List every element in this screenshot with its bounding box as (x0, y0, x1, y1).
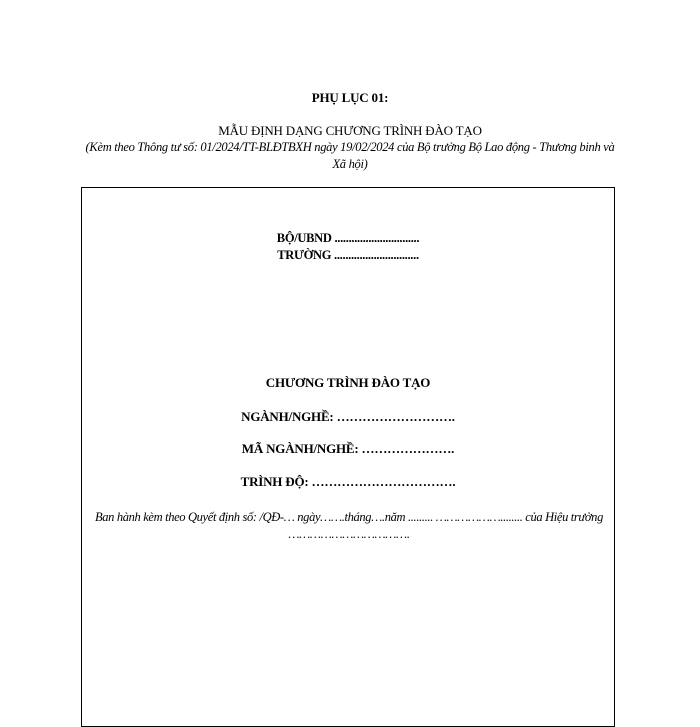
annex-title: PHỤ LỤC 01: (311, 90, 389, 105)
issuing-authority-block (82, 230, 614, 264)
form-subtitle: (Kèm theo Thông tư số: 01/2024/TT-BLĐTBXH ngày 19/02/2024 của Bộ trưởng Bộ Lao động - Thương binh và Xã hội) (85, 140, 615, 171)
school-line: TRƯỜNG .............................. (277, 248, 419, 262)
cover-page-frame (81, 187, 615, 727)
major-code-field: MÃ NGÀNH/NGHỀ: …………………. (241, 441, 455, 456)
major-field: NGÀNH/NGHỀ: ………………………. (241, 409, 455, 424)
program-title: CHƯƠNG TRÌNH ĐÀO TẠO (265, 375, 431, 390)
ministry-line: BỘ/UBND .............................. (276, 231, 420, 245)
form-title: MẪU ĐỊNH DẠNG CHƯƠNG TRÌNH ĐÀO TẠO (218, 123, 482, 138)
decision-text: Ban hành kèm theo Quyết định số: /QĐ-… ngày…….tháng….năm ......... ………………........ của Hiệu trưởng ……………………………. (95, 510, 603, 541)
training-level-field: TRÌNH ĐỘ: ……………………………. (240, 474, 456, 489)
